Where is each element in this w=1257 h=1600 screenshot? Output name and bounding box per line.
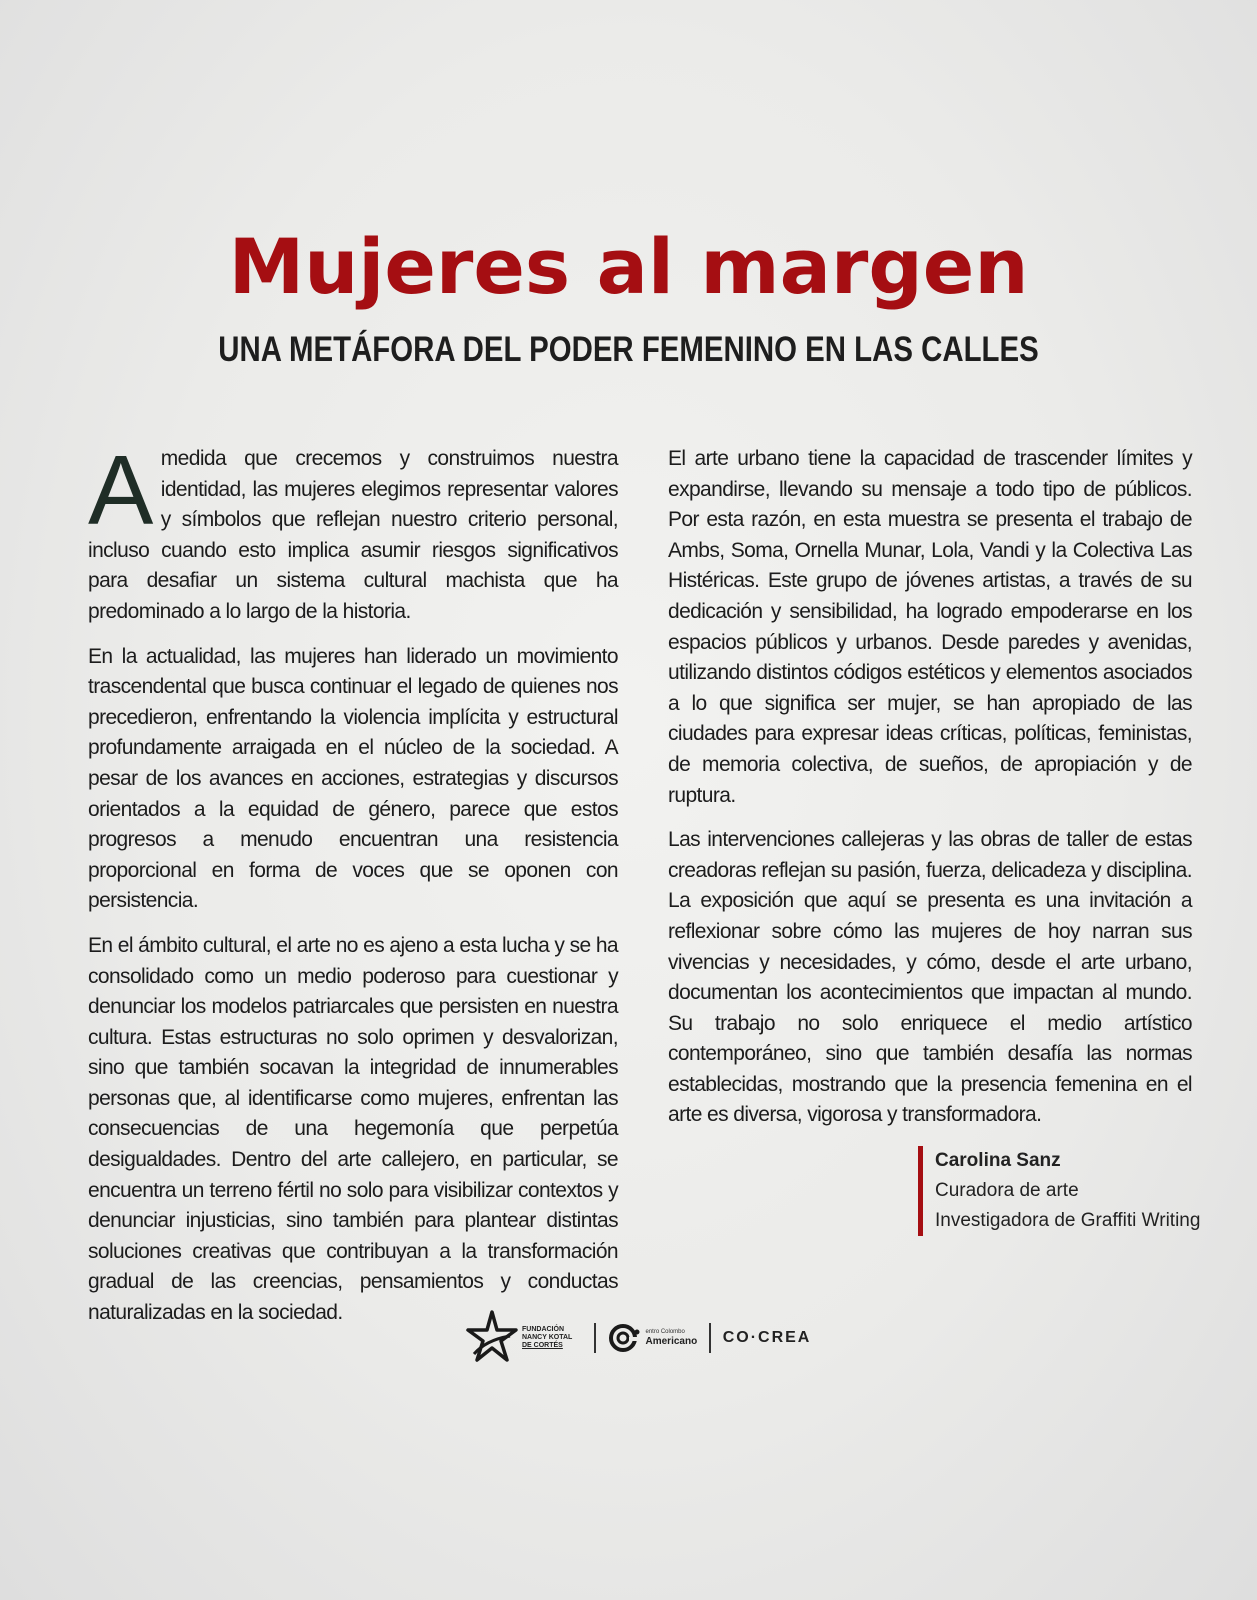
paragraph-4: El arte urbano tiene la capacidad de trascender límites y expandirse, llevando su mensaje a todo tipo de públicos. Por esta razón, en esta muestra se presenta el trabajo de Ambs, Soma, Ornella Munar, Lola, Vandi y la Colectiva Las Histéricas. Este grupo de jóvenes artistas, a través de su dedicación y sensibilidad, ha logrado empoderarse en los espacios públicos y urbanos. Desde paredes y avenidas, utilizando distintos códigos estéticos y elementos asociados a lo que significa ser mujer, se han apropiado de las ciudades para expresar ideas críticas, políticas, feministas, de memoria colectiva, de sueños, de apropiación y de ruptura. <box>668 447 1192 807</box>
fundacion-line-1: FUNDACIÓN <box>522 1326 564 1333</box>
cocrea-logo: CO·CREA <box>722 1329 812 1346</box>
page-subtitle: UNA METÁFORA DEL PODER FEMENINO EN LAS CALLES <box>218 330 1039 369</box>
page-title: Mujeres al margen <box>228 222 1029 311</box>
paragraph-1-text: medida que crecemos y construimos nuestra identidad, las mujeres elegimos representar valores y símbolos que reflejan nuestro criterio personal, incluso cuando esto implica asumir riesgos significativos para desafiar un sistema cultural machista que ha predominado a lo largo de la historia. <box>88 447 618 623</box>
right-column <box>668 444 1192 1145</box>
fundacion-line-3: DE CORTÉS <box>522 1342 563 1349</box>
paragraph-5: Las intervenciones callejeras y las obras de taller de estas creadoras reflejan su pasión, fuerza, delicadeza y disciplina. La exposición que aquí se presenta es una invitación a reflexionar sobre cómo las mujeres de hoy narran sus vivencias y necesidades, y cómo, desde el arte urbano, documentan los acontecimientos que impactan al mundo. Su trabajo no solo enriquece el medio artístico contemporáneo, sino que también desafía las normas establecidas, mostrando que la presencia femenina en el arte es diversa, vigorosa y transformadora. <box>668 828 1192 1127</box>
author-affiliation: Investigadora de Graffiti Writing <box>935 1210 1201 1231</box>
drop-cap: A <box>88 435 153 545</box>
author-name: Carolina Sanz <box>935 1150 1061 1171</box>
centro-colombo-logo <box>608 1321 698 1355</box>
sponsor-logos <box>466 1308 836 1368</box>
cca-small-text: entro Colombo <box>645 1328 685 1335</box>
paragraph-1 <box>88 435 618 628</box>
cca-text <box>646 1329 698 1348</box>
fundacion-text <box>522 1326 582 1350</box>
author-role: Curadora de arte <box>935 1180 1079 1201</box>
star-icon <box>466 1310 518 1366</box>
author-signature <box>918 1146 1235 1236</box>
logo-divider <box>594 1323 596 1353</box>
left-column <box>88 435 618 1343</box>
fundacion-line-2: NANCY KOTAL <box>522 1334 573 1341</box>
cca-mark-icon <box>608 1321 642 1355</box>
paragraph-2: En la actualidad, las mujeres han liderado un movimiento trascendental que busca continuar el legado de quienes nos precedieron, enfrentando la violencia implícita y estructural profundamente arraigada en el núcleo de la sociedad. A pesar de los avances en acciones, estrategias y discursos orientados a la equidad de género, parece que estos progresos a menudo encuentran una resistencia proporcional en forma de voces que se oponen con persistencia. <box>88 644 618 913</box>
cca-big-text: Americano <box>645 1335 698 1347</box>
paragraph-3: En el ámbito cultural, el arte no es ajeno a esta lucha y se ha consolidado como un medio poderoso para cuestionar y denunciar los modelos patriarcales que persisten en nuestra cultura. Estas estructuras no solo oprimen y desvalorizan, sino que también socavan la integridad de innumerables personas que, al identificarse como mujeres, enfrentan las consecuencias de una hegemonía que perpetúa desigualdades. Dentro del arte callejero, en particular, se encuentra un terreno fértil no solo para visibilizar contextos y denunciar injusticias, sino también para plantear distintas soluciones creativas que contribuyan a la transformación gradual de las creencias, pensamientos y conductas naturalizadas en la sociedad. <box>88 933 618 1325</box>
fundacion-logo <box>466 1310 582 1366</box>
logo-divider <box>709 1323 711 1353</box>
